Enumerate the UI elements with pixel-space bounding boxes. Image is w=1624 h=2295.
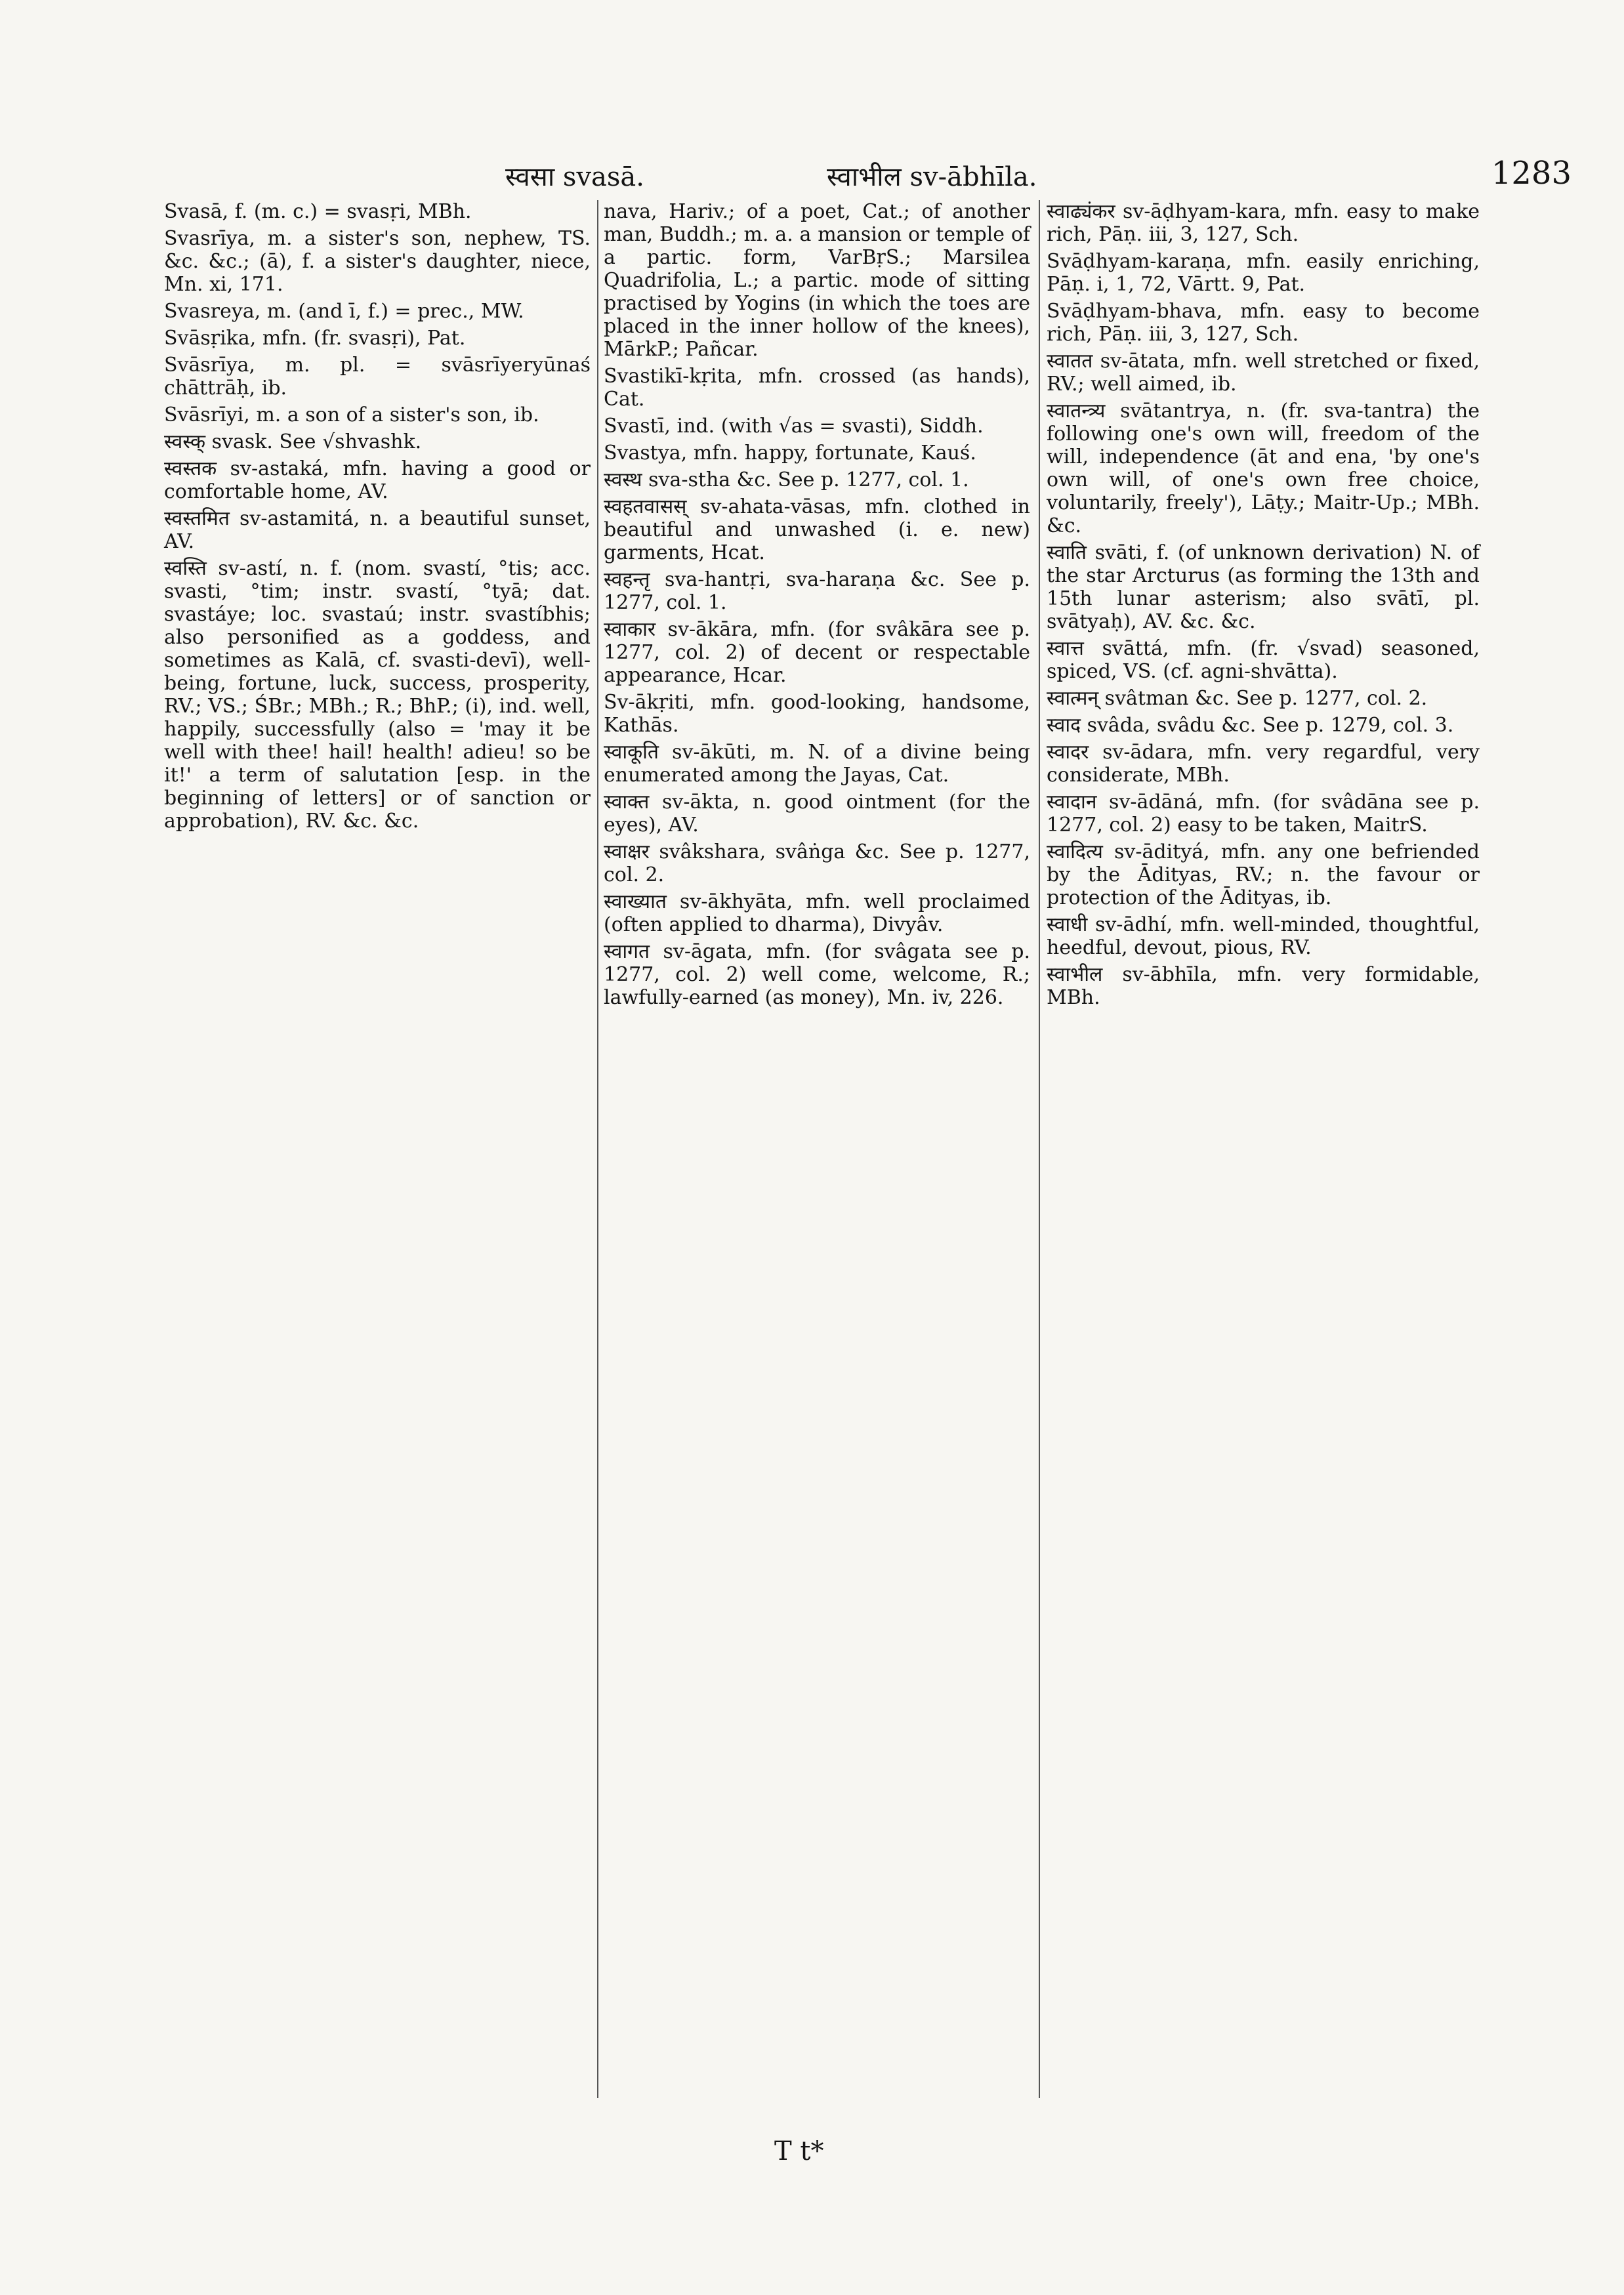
entry: स्वादर sv-ādara, mfn. very regardful, very considerate, MBh.	[1047, 741, 1480, 787]
entry: स्वातत sv-ātata, mfn. well stretched or fixed, RV.; well aimed, ib.	[1047, 350, 1480, 396]
entry: स्वातन्त्र्य svātantrya, n. (fr. sva-tantra) the following one's own will, freedom of the will, independence (āt and ena, 'by one's own will, of one's own free choice, voluntarily, freely'), Lāṭy.; Maitr-Up.; MBh. &c.	[1047, 400, 1480, 537]
column-1	[164, 200, 591, 837]
entry: Svasā, f. (m. c.) = svasṛi, MBh.	[164, 200, 472, 223]
column-3	[1047, 200, 1480, 1013]
entry: स्वागत sv-āgata, mfn. (for svâgata see p. 1277, col. 2) well come, welcome, R.; lawfully-earned (as money), Mn. iv, 226.	[604, 940, 1030, 1009]
entry: Svāsrīya, m. pl. = svāsrīyeryūnaś chāttrāḥ, ib.	[164, 354, 591, 400]
column-divider-2	[1039, 200, 1040, 2098]
entry: स्वस्ति sv-astí, n. f. (nom. svastí, °tis; acc. svasti, °tim; instr. svastí, °tyā; dat. svastáye; loc. svastaú; instr. svastíbhis; also personified as a goddess, and sometimes as Kalā, cf. svasti-devī), well-being, fortune, luck, success, prosperity, RV.; VS.; ŚBr.; MBh.; R.; BhP.; (i), ind. well, happily, successfully (also = 'may it be well with thee! hail! health! adieu! so be it!' a term of salutation [esp. in the beginning of letters] or of sanction or approbation), RV. &c. &c.	[164, 557, 591, 833]
entry: Svāsṛika, mfn. (fr. svasṛi), Pat.	[164, 327, 466, 350]
signature-mark: T t*	[774, 2136, 824, 2166]
entry: स्वात्त svāttá, mfn. (fr. √svad) seasoned, spiced, VS. (cf. agni-shvātta).	[1047, 637, 1480, 683]
entry: स्वाद svâda, svâdu &c. See p. 1279, col. 3.	[1047, 714, 1454, 737]
entry: स्वाधी sv-ādhí, mfn. well-minded, thoughtful, heedful, devout, pious, RV.	[1047, 913, 1480, 959]
entry: Svāḍhyam-bhava, mfn. easy to become rich, Pāṇ. iii, 3, 127, Sch.	[1047, 300, 1480, 346]
entry: Svāsrīyi, m. a son of a sister's son, ib.	[164, 403, 539, 426]
entry: स्वाकूति sv-ākūti, m. N. of a divine being enumerated among the Jayas, Cat.	[604, 741, 1030, 787]
entry: स्वाक्षर svâkshara, svâṅga &c. See p. 1277, col. 2.	[604, 840, 1030, 886]
entry: स्वस्क् svask. See √shvashk.	[164, 430, 422, 453]
entry: Svasrīya, m. a sister's son, nephew, TS. &c. &c.; (ā), f. a sister's daughter, niece, Mn. xi, 171.	[164, 227, 591, 296]
entry: स्वादित्य sv-ādityá, mfn. any one befriended by the Ādityas, RV.; n. the favour or protection of the Ādityas, ib.	[1047, 840, 1480, 909]
entry: nava, Hariv.; of a poet, Cat.; of another man, Buddh.; m. a. a mansion or temple of a partic. form, VarBṛS.; Marsilea Quadrifolia, L.; a partic. mode of sitting practised by Yogins (in which the toes are placed in the inner hollow of the knees), MārkP.; Pañcar.	[604, 200, 1030, 361]
header-left-guide-word: स्वसा svasā.	[505, 162, 644, 192]
entry: Sv-ākṛiti, mfn. good-looking, handsome, Kathās.	[604, 691, 1030, 737]
entry: Svāḍhyam-karaṇa, mfn. easily enriching, Pāṇ. i, 1, 72, Vārtt. 9, Pat.	[1047, 250, 1480, 296]
entry: स्वस्थ sva-stha &c. See p. 1277, col. 1.	[604, 468, 969, 491]
entry: स्वाख्यात sv-ākhyāta, mfn. well proclaimed (often applied to dharma), Divyâv.	[604, 890, 1030, 936]
entry: Svastī, ind. (with √as = svasti), Siddh.	[604, 415, 984, 438]
column-2	[604, 200, 1030, 1013]
entry: स्वाभील sv-ābhīla, mfn. very formidable, MBh.	[1047, 963, 1480, 1009]
entry: स्वात्मन् svâtman &c. See p. 1277, col. 2.	[1047, 687, 1428, 710]
entry: Svastya, mfn. happy, fortunate, Kauś.	[604, 442, 976, 465]
entry: स्वहन्तृ sva-hantṛi, sva-haraṇa &c. See p. 1277, col. 1.	[604, 568, 1030, 614]
entry: स्वाढ्यंकर sv-āḍhyam-kara, mfn. easy to make rich, Pāṇ. iii, 3, 127, Sch.	[1047, 200, 1480, 246]
entry: स्वाति svāti, f. (of unknown derivation) N. of the star Arcturus (as forming the 13th and 15th lunar asterism; also svātī, pl. svātyaḥ), AV. &c. &c.	[1047, 541, 1480, 633]
header-right-guide-word: स्वाभील sv-ābhīla.	[827, 162, 1037, 192]
entry: स्वाक्त sv-ākta, n. good ointment (for the eyes), AV.	[604, 791, 1030, 837]
page-number: 1283	[1491, 155, 1572, 192]
entry: Svastikī-kṛita, mfn. crossed (as hands), Cat.	[604, 365, 1030, 411]
entry: Svasreya, m. (and ī, f.) = prec., MW.	[164, 300, 524, 323]
entry: स्वस्तमित sv-astamitá, n. a beautiful sunset, AV.	[164, 507, 591, 553]
entry: स्वाकार sv-ākāra, mfn. (for svâkāra see p. 1277, col. 2) of decent or respectable appearance, Hcar.	[604, 618, 1030, 687]
entry: स्वहतवासस् sv-ahata-vāsas, mfn. clothed in beautiful and unwashed (i. e. new) garments, Hcat.	[604, 495, 1030, 564]
column-divider-1	[597, 200, 598, 2098]
entry: स्वस्तक sv-astaká, mfn. having a good or comfortable home, AV.	[164, 457, 591, 503]
entry: स्वादान sv-ādāná, mfn. (for svâdāna see p. 1277, col. 2) easy to be taken, MaitrS.	[1047, 791, 1480, 837]
